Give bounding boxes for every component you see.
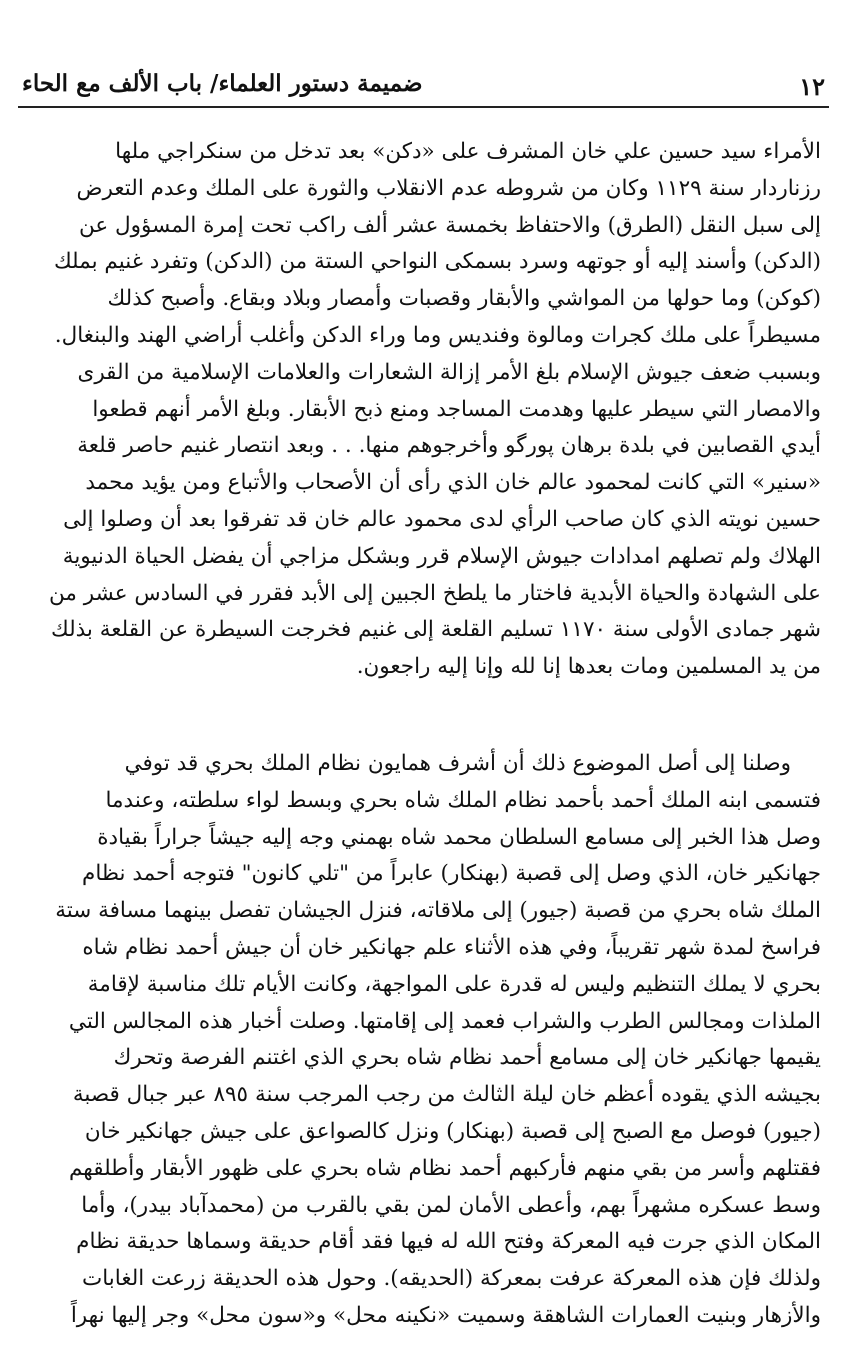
running-header-title: ضميمة دستور العلماء/ باب الألف مع الحاء (22, 70, 423, 97)
text-line: يقيمها جهانكير خان إلى مسامع أحمد نظام شاه بحري الذي اغتنم الفرصة وتحرك (113, 1045, 821, 1071)
text-line: حسين نويته الذي كان صاحب الرأي لدى محمود عالم خان قد تفرقوا بعد أن وصلوا إلى (63, 506, 821, 532)
text-line: وبسبب ضعف جيوش الإسلام بلغ الأمر إزالة الشعارات والعلامات الإسلامية من القرى (77, 359, 821, 385)
text-line: الأمراء سيد حسين علي خان المشرف على «دكن» بعد تدخل من سنكراجي ملها (115, 139, 821, 164)
text-line: بحري لا يملك التنظيم وليس له قدرة على المواجهة، وكانت الأيام تلك مناسبة لإقامة (87, 971, 821, 997)
text-line: (الدكن) وأسند إليه أو جوتهه وسرد بسمكى النواحي الستة من (الدكن) وتفرد غنيم بملك (53, 249, 821, 275)
header-rule (18, 106, 829, 108)
text-line: فتسمى ابنه الملك أحمد بأحمد نظام الملك شاه بحري وبسط لواء سلطته، وعندما (105, 787, 821, 813)
text-line: «سنير» التي كانت لمحمود عالم خان الذي رأى أن الأصحاب والأتباع ومن يؤيد محمد (85, 470, 821, 496)
text-line: المكان الذي جرت فيه المعركة وفتح الله له فيها فقد أقام حديقة وسماها حديقة نظام (76, 1229, 821, 1255)
text-line: الملذات ومجالس الطرب والشراب فعمد إلى إقامتها. وصلت أخبار هذه المجالس التي (68, 1008, 821, 1034)
text-line: وصل هذا الخبر إلى مسامع السلطان محمد شاه بهمني وجه إليه جيشاً جراراً بقيادة (97, 824, 821, 850)
text-line: والأزهار وبنيت العمارات الشاهقة وسميت «نكينه محل» و«سون محل» وجر إليها نهراً (70, 1302, 821, 1328)
text-line: وسط عسكره مشهراً بهم، وأعطى الأمان لمن بقي بالقرب من (محمدآباد بيدر)، وأما (81, 1192, 821, 1218)
text-line: ولذلك فإن هذه المعركة عرفت بمعركة (الحديقه). وحول هذه الحديقة زرعت الغابات (82, 1266, 821, 1292)
text-line: فراسخ لمدة شهر تقريباً، وفي هذه الأثناء علم جهانكير خان أن جيش أحمد نظام شاه (82, 934, 821, 960)
text-line: (جيور) فوصل مع الصبح إلى قصبة (بهنكار) ونزل كالصواعق على جيش جهانكير خان (84, 1118, 821, 1144)
text-line: إلى سبل النقل (الطرق) والاحتفاظ بخمسة عشر ألف راكب تحت إمرة المسؤول عن (79, 212, 821, 238)
text-line: فقتلهم وأسر من بقي منهم فأركبهم أحمد نظام شاه بحري على ظهور الأبقار وأطلقهم (68, 1155, 821, 1181)
text-line: أيدي القصابين في بلدة برهان پورگو وأخرجوهم منها. . . وبعد انتصار غنيم حاصر قلعة (77, 433, 821, 459)
text-line: (كوكن) وما حولها من المواشي والأبقار وقصبات وأمصار وبلاد وبقاع. وأصبح كذلك (107, 286, 821, 312)
running-header (22, 68, 825, 104)
page-number: ١٢ (799, 72, 825, 101)
text-line: رزناردار سنة ١١٢٩ وكان من شروطه عدم الانقلاب والثورة على الملك وعدم التعرض (76, 175, 821, 201)
text-line: على الشهادة والحياة الأبدية فاختار ما يلطخ الجبين إلى الأبد فقرر في السادس عشر من (49, 580, 821, 606)
text-line: من يد المسلمين ومات بعدها إنا لله وإنا إليه راجعون. (356, 654, 821, 680)
text-line: الملك شاه بحري من قصبة (جيور) إلى ملاقاته، فنزل الجيشان تفصل بينهما مسافة ستة (55, 898, 821, 924)
text-line: جهانكير خان، الذي وصل إلى قصبة (بهنكار) عابراً من "تلي كانون" فتوجه أحمد نظام (82, 861, 821, 887)
body-paragraph-1 (24, 134, 821, 686)
text-line: مسيطراً على ملك كجرات ومالوة وفنديس وما وراء الدكن وأغلب أراضي الهند والبنغال. (54, 322, 821, 348)
text-line: بجيشه الذي يقوده أعظم خان ليلة الثالث من رجب المرجب سنة ٨٩٥ عبر جبال قصبة (72, 1082, 821, 1108)
body-paragraph-2 (24, 746, 821, 1335)
text-line: وصلنا إلى أصل الموضوع ذلك أن أشرف همايون نظام الملك بحري قد توفي (124, 751, 791, 776)
text-line: الهلاك ولم تصلهم امدادات جيوش الإسلام قرر وبشكل مزاجي أن يفضل الحياة الدنيوية (62, 543, 821, 569)
text-line: شهر جمادى الأولى سنة ١١٧٠ تسليم القلعة إلى غنيم فخرجت السيطرة عن القلعة بذلك (50, 617, 821, 643)
text-line: والامصار التي سيطر عليها وهدمت المساجد ومنع ذبح الأبقار. وبلغ الأمر أنهم قطعوا (92, 396, 821, 422)
